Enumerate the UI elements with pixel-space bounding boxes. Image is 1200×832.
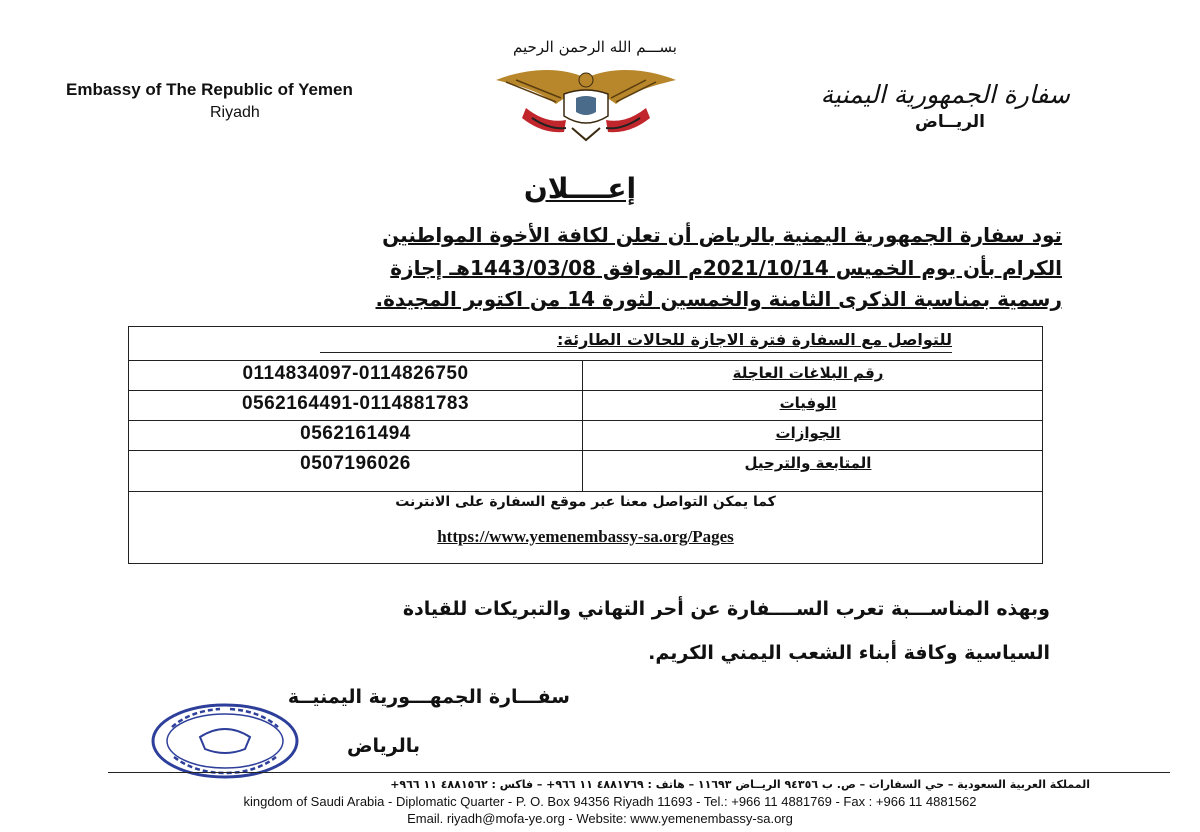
contact-number: 0562161494 bbox=[300, 423, 411, 444]
footer-address-english: kingdom of Saudi Arabia - Diplomatic Quarter - P. O. Box 94356 Riyadh 11693 - Tel.: +966 11 4881769 - Fax : +966 11 4881562 bbox=[243, 794, 977, 809]
signature-embassy: سفـــارة الجمهـــورية اليمنيــة bbox=[287, 686, 570, 708]
embassy-name-english: Embassy of The Republic of Yemen bbox=[66, 80, 353, 99]
announcement-line-1: تود سفارة الجمهورية اليمنية بالرياض أن تعلن لكافة الأخوة المواطنين bbox=[382, 223, 1062, 247]
announcement-line-3: رسمية بمناسبة الذكرى الثامنة والخمسين لثورة 14 من اكتوبر المجيدة. bbox=[375, 287, 1062, 311]
contact-row-passports bbox=[128, 420, 1043, 450]
footer-address-arabic: المملكة العربية السعودية – حي السفارات – ص. ب ٩٤٣٥٦ الريــاض ١١٦٩٣ – هاتف : ٤٨٨١٧٦٩ ١١ ٩٦٦+ – فاكس : ٤٨٨١٥٦٢ ١١ ٩٦٦+ bbox=[390, 778, 1090, 791]
contacts-heading: للتواصل مع السفارة فترة الاجازة للحالات الطارئة: bbox=[320, 330, 952, 353]
contact-row-deaths bbox=[128, 390, 1043, 420]
online-contact-note: كما يمكن التواصل معنا عبر موقع السفارة على الانترنت bbox=[395, 494, 776, 510]
embassy-city-arabic: الريــاض bbox=[914, 112, 986, 132]
contact-label: الوفيات bbox=[779, 394, 837, 412]
table-column-divider bbox=[582, 360, 583, 492]
contact-label: المتابعة والترحيل bbox=[744, 454, 872, 472]
official-stamp-icon bbox=[150, 703, 300, 779]
contact-number: 0114834097-0114826750 bbox=[242, 363, 469, 384]
announcement-line-2: الكرام بأن يوم الخميس 2021/10/14م الموافق 1443/03/08هـ إجازة bbox=[390, 256, 1062, 280]
contact-number: 0562164491-0114881783 bbox=[241, 393, 470, 414]
closing-line-2: السياسية وكافة أبناء الشعب اليمني الكريم. bbox=[648, 642, 1050, 664]
closing-line-1: وبهذه المناســـبة تعرب الســــفارة عن أحر التهاني والتبريكات للقيادة bbox=[402, 598, 1050, 620]
embassy-city-english: Riyadh bbox=[210, 104, 260, 121]
contact-number: 0507196026 bbox=[300, 453, 411, 474]
contact-label: الجوازات bbox=[775, 424, 841, 442]
announcement-title: إعــــلان bbox=[523, 172, 637, 205]
signature-city: بالرياض bbox=[346, 735, 420, 757]
embassy-website-link[interactable]: https://www.yemenembassy-sa.org/Pages bbox=[437, 527, 734, 546]
table-row-divider bbox=[128, 491, 1043, 492]
contact-row-urgent bbox=[128, 360, 1043, 390]
yemen-eagle-emblem bbox=[486, 58, 686, 142]
footer-divider bbox=[108, 772, 1170, 773]
footer-contact: Email. riyadh@mofa-ye.org - Website: www.yemenembassy-sa.org bbox=[407, 811, 793, 826]
contact-row-deportation bbox=[128, 450, 1043, 480]
contact-label: رقم البلاغات العاجلة bbox=[732, 364, 884, 382]
basmala-text: بســـم الله الرحمن الرحيم bbox=[513, 38, 677, 56]
embassy-name-arabic: سفارة الجمهورية اليمنية bbox=[820, 80, 1070, 109]
